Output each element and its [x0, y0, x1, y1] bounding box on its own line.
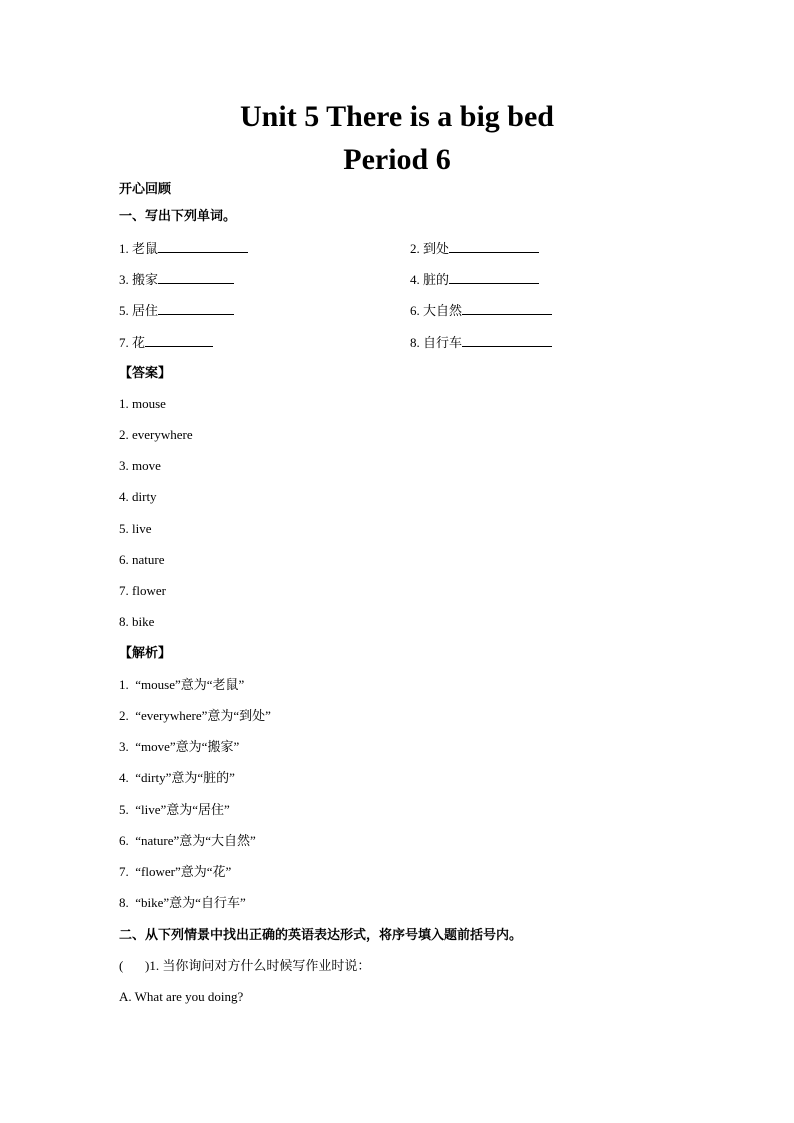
word-item: 3. 搬家: [119, 270, 234, 289]
part1-instruction: 一、写出下列单词。: [119, 208, 237, 223]
section-heading: 开心回顾: [119, 181, 172, 196]
answer-blank[interactable]: [158, 301, 234, 315]
answer-blank[interactable]: [158, 270, 234, 284]
answer-blank[interactable]: [449, 239, 539, 253]
analysis-item: 1. “mouse”意为“老鼠”: [119, 677, 245, 692]
word-item: 2. 到处: [410, 239, 539, 258]
answer-item: 2. everywhere: [119, 427, 193, 442]
part2-instruction: 二、从下列情景中找出正确的英语表达形式，将序号填入题前括号内。: [119, 927, 523, 942]
analysis-item: 8. “bike”意为“自行车”: [119, 895, 246, 910]
option-a: A. What are you doing?: [119, 989, 244, 1004]
answer-blank[interactable]: [449, 270, 539, 284]
answer-item: 7. flower: [119, 583, 166, 598]
answer-item: 4. dirty: [119, 489, 157, 504]
question-text: )1. 当你询问对方什么时候写作业时说：: [145, 958, 371, 973]
page-subtitle: Period 6: [343, 143, 451, 176]
answer-label: 【答案】: [119, 365, 172, 380]
analysis-item: 7. “flower”意为“花”: [119, 864, 232, 879]
answer-blank[interactable]: [462, 333, 552, 347]
analysis-item: 5. “live”意为“居住”: [119, 802, 230, 817]
question-1: [119, 957, 370, 975]
page-title: Unit 5 There is a big bed: [240, 100, 554, 133]
word-item: 4. 脏的: [410, 270, 539, 289]
word-item: 1. 老鼠: [119, 239, 248, 258]
answer-blank[interactable]: [145, 333, 213, 347]
answer-item: 1. mouse: [119, 396, 166, 411]
analysis-item: 3. “move”意为“搬家”: [119, 739, 240, 754]
analysis-item: 4. “dirty”意为“脏的”: [119, 770, 235, 785]
answer-item: 6. nature: [119, 552, 165, 567]
word-item: 7. 花: [119, 333, 213, 352]
analysis-label: 【解析】: [119, 645, 172, 660]
answer-item: 5. live: [119, 521, 152, 536]
word-item: 6. 大自然: [410, 301, 552, 320]
answer-blank[interactable]: [462, 301, 552, 315]
answer-blank[interactable]: [158, 239, 248, 253]
word-item: 8. 自行车: [410, 333, 552, 352]
analysis-item: 6. “nature”意为“大自然”: [119, 833, 256, 848]
answer-paren[interactable]: (: [119, 958, 124, 973]
answer-item: 3. move: [119, 458, 161, 473]
word-item: 5. 居住: [119, 301, 234, 320]
analysis-item: 2. “everywhere”意为“到处”: [119, 708, 271, 723]
answer-item: 8. bike: [119, 614, 155, 629]
